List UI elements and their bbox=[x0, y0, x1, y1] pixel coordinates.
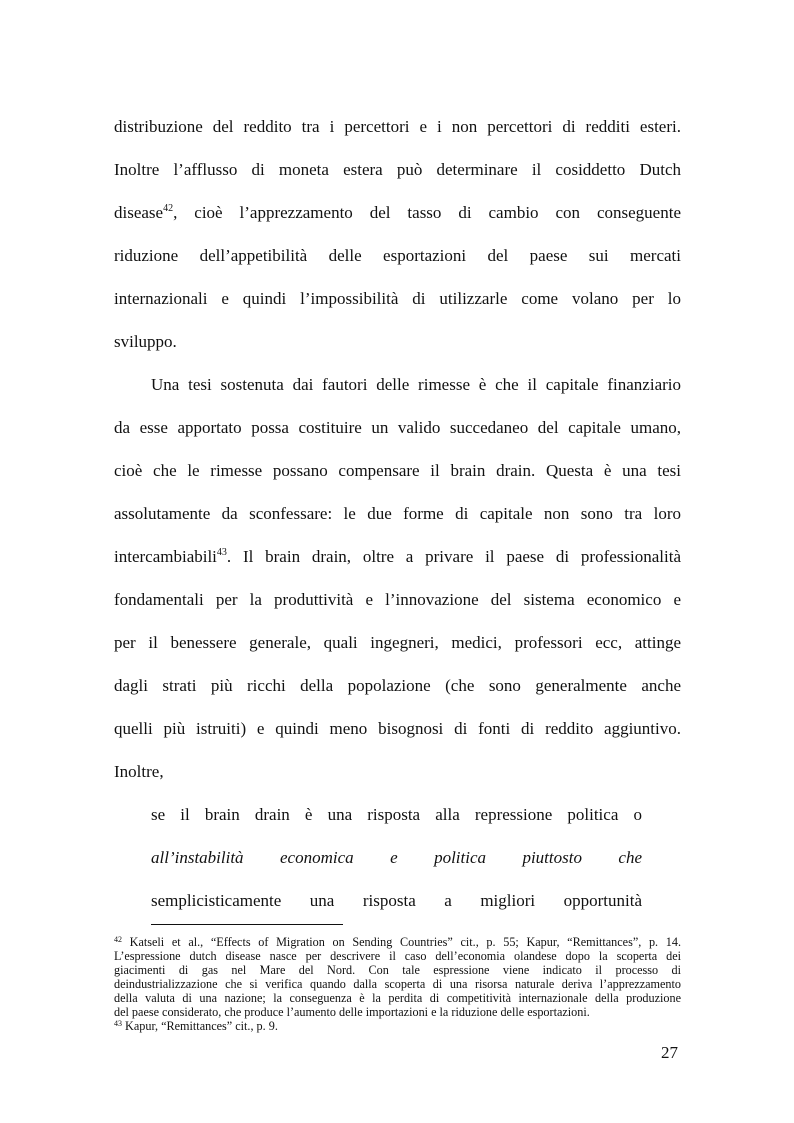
page-number: 27 bbox=[661, 1043, 678, 1062]
body-line-4: riduzione dell’appetibilità delle esportazioni del paese sui mercati bbox=[114, 246, 681, 265]
body-line-2: Inoltre l’afflusso di moneta estera può determinare il cosiddetto Dutch bbox=[114, 160, 681, 179]
footnote-42-line-4: deindustrializzazione che si verifica quando dalla scoperta di una risorsa naturale deriva l’apprezzamento bbox=[114, 977, 681, 991]
body-line-11 bbox=[114, 547, 681, 567]
footnote-ref-42[interactable]: 42 bbox=[163, 203, 174, 214]
footnote-text: Katseli et al., “Effects of Migration on Sending Countries” cit., p. 55; Kapur, “Remittances”, p. 14. bbox=[122, 935, 681, 949]
body-line-12: fondamentali per la produttività e l’innovazione del sistema economico e bbox=[114, 590, 681, 609]
footnote-42 bbox=[114, 935, 681, 1033]
footnote-text: Kapur, “Remittances” cit., p. 9. bbox=[122, 1019, 278, 1033]
body-line-1: distribuzione del reddito tra i percettori e i non percettori di redditi esteri. bbox=[114, 117, 681, 136]
body-text: intercambiabili bbox=[114, 547, 217, 566]
footnote-42-mark: 42 bbox=[114, 935, 122, 944]
body-text: . Il brain drain, oltre a privare il paese di professionalità bbox=[226, 547, 681, 566]
quote-line-3: semplicisticamente una risposta a migliori opportunità bbox=[151, 891, 642, 910]
body-line-6: sviluppo. bbox=[114, 332, 177, 351]
body-line-7: Una tesi sostenuta dai fautori delle rimesse è che il capitale finanziario bbox=[151, 375, 681, 394]
body-line-15: quelli più istruiti) e quindi meno bisognosi di fonti di reddito aggiuntivo. bbox=[114, 719, 681, 738]
footnote-42-line-3: giacimenti di gas nel Mare del Nord. Con tale espressione viene indicato il processo di bbox=[114, 963, 681, 977]
footnote-ref-43[interactable]: 43 bbox=[216, 547, 227, 558]
quote-line-1: se il brain drain è una risposta alla repressione politica o bbox=[151, 805, 642, 824]
body-text: disease bbox=[114, 203, 164, 222]
body-line-9: cioè che le rimesse possano compensare il brain drain. Questa è una tesi bbox=[114, 461, 681, 480]
footnote-42-line-2: L’espressione dutch disease nasce per descrivere il caso dell’economia olandese dopo la scoperta dei bbox=[114, 949, 681, 963]
quote-line-2: all’instabilità economica e politica piuttosto che bbox=[151, 848, 642, 867]
body-line-13: per il benessere generale, quali ingegneri, medici, professori ecc, attinge bbox=[114, 633, 681, 652]
footnote-42-line-1 bbox=[114, 935, 681, 949]
footnote-43-mark: 43 bbox=[114, 1019, 122, 1028]
footnote-42-line-5: della valuta di una nazione; la conseguenza è la perdita di competitività internazionale della produzione bbox=[114, 991, 681, 1005]
body-line-14: dagli strati più ricchi della popolazione (che sono generalmente anche bbox=[114, 676, 681, 695]
body-line-16: Inoltre, bbox=[114, 762, 164, 781]
body-line-5: internazionali e quindi l’impossibilità di utilizzarle come volano per lo bbox=[114, 289, 681, 308]
body-line-8: da esse apportato possa costituire un valido succedaneo del capitale umano, bbox=[114, 418, 681, 437]
body-line-10: assolutamente da sconfessare: le due forme di capitale non sono tra loro bbox=[114, 504, 681, 523]
footnote-43 bbox=[114, 1019, 681, 1033]
body-text: , cioè l’apprezzamento del tasso di cambio con conseguente bbox=[173, 203, 681, 222]
footnote-42-line-6: del paese considerato, che produce l’aumento delle importazioni e la riduzione delle esportazioni. bbox=[114, 1005, 590, 1019]
footnote-separator bbox=[151, 924, 343, 925]
body-line-3 bbox=[114, 203, 681, 223]
